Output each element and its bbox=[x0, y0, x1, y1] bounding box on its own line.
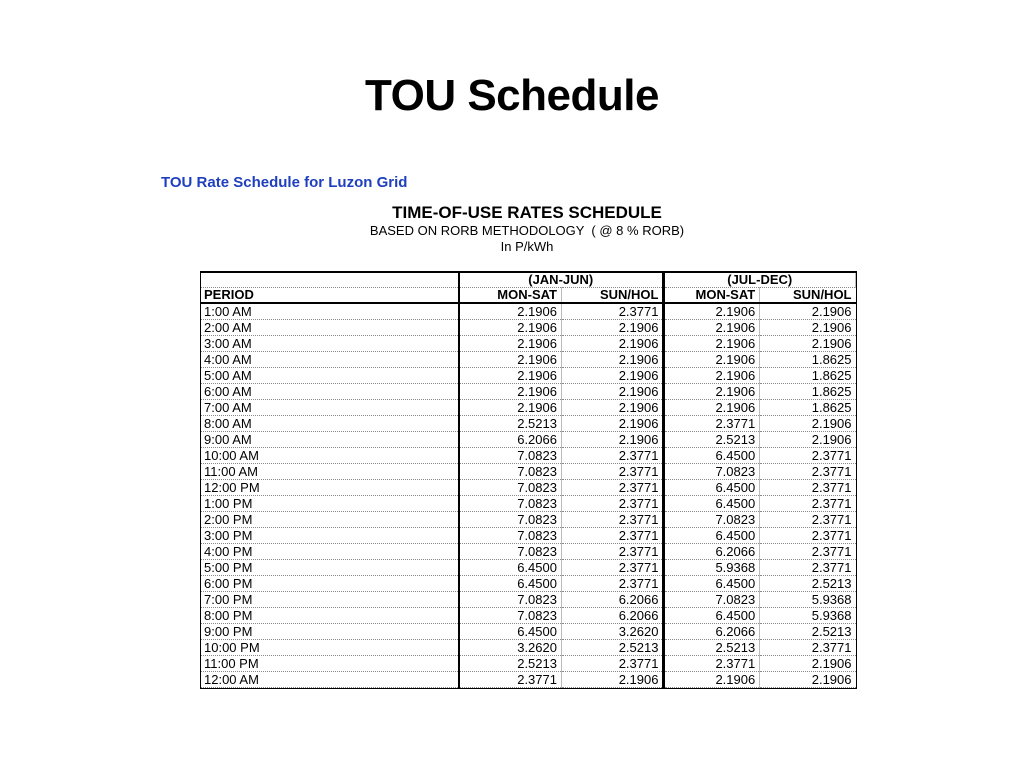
jan-jun-sun-hol-cell: 2.1906 bbox=[561, 352, 663, 368]
group-header-jul-dec: (JUL-DEC) bbox=[664, 273, 856, 288]
jul-dec-sun-hol-cell: 2.5213 bbox=[760, 576, 856, 592]
jul-dec-sun-hol-cell: 2.5213 bbox=[760, 624, 856, 640]
jan-jun-sun-hol-cell: 2.3771 bbox=[561, 496, 663, 512]
rates-table bbox=[200, 271, 857, 689]
period-cell: 11:00 AM bbox=[201, 464, 459, 480]
table-row bbox=[201, 656, 856, 672]
jan-jun-mon-sat-cell: 2.1906 bbox=[459, 336, 561, 352]
table-row bbox=[201, 416, 856, 432]
jan-jun-sun-hol-cell: 2.3771 bbox=[561, 512, 663, 528]
jan-jun-sun-hol-cell: 2.5213 bbox=[561, 640, 663, 656]
jan-jun-mon-sat-cell: 2.5213 bbox=[459, 656, 561, 672]
jul-dec-mon-sat-cell: 6.2066 bbox=[664, 624, 760, 640]
jul-dec-mon-sat-cell: 6.4500 bbox=[664, 480, 760, 496]
jan-jun-mon-sat-cell: 7.0823 bbox=[459, 592, 561, 608]
jan-jun-sun-hol-cell: 6.2066 bbox=[561, 608, 663, 624]
jul-dec-mon-sat-cell: 2.1906 bbox=[664, 384, 760, 400]
jan-jun-sun-hol-cell: 2.3771 bbox=[561, 464, 663, 480]
jan-jun-mon-sat-cell: 7.0823 bbox=[459, 496, 561, 512]
jan-jun-mon-sat-cell: 2.1906 bbox=[459, 384, 561, 400]
jul-dec-sun-hol-cell: 2.3771 bbox=[760, 496, 856, 512]
jul-dec-sun-hol-cell: 2.1906 bbox=[760, 303, 856, 320]
jul-dec-mon-sat-cell: 5.9368 bbox=[664, 560, 760, 576]
jul-dec-mon-sat-cell: 7.0823 bbox=[664, 592, 760, 608]
jan-jun-sun-hol-cell: 2.1906 bbox=[561, 368, 663, 384]
jan-jun-sun-hol-cell: 2.3771 bbox=[561, 576, 663, 592]
period-cell: 1:00 AM bbox=[201, 303, 459, 320]
table-row bbox=[201, 496, 856, 512]
jan-jun-sun-hol-cell: 2.3771 bbox=[561, 544, 663, 560]
jul-dec-sun-hol-cell: 2.3771 bbox=[760, 560, 856, 576]
jan-jun-mon-sat-cell: 6.2066 bbox=[459, 432, 561, 448]
jan-jun-mon-sat-cell: 2.1906 bbox=[459, 368, 561, 384]
period-cell: 9:00 PM bbox=[201, 624, 459, 640]
jul-dec-sun-hol-cell: 2.3771 bbox=[760, 480, 856, 496]
table-row bbox=[201, 352, 856, 368]
jan-jun-mon-sat-cell: 3.2620 bbox=[459, 640, 561, 656]
period-cell: 6:00 PM bbox=[201, 576, 459, 592]
jul-dec-mon-sat-cell: 2.5213 bbox=[664, 432, 760, 448]
jan-jun-sun-hol-cell: 6.2066 bbox=[561, 592, 663, 608]
jan-jun-sun-hol-cell: 2.1906 bbox=[561, 400, 663, 416]
jul-dec-mon-sat-cell: 2.5213 bbox=[664, 640, 760, 656]
jan-jun-sun-hol-cell: 2.1906 bbox=[561, 320, 663, 336]
rates-table-grid bbox=[201, 273, 856, 688]
jul-dec-sun-hol-cell: 5.9368 bbox=[760, 592, 856, 608]
period-cell: 8:00 PM bbox=[201, 608, 459, 624]
period-cell: 4:00 AM bbox=[201, 352, 459, 368]
jul-dec-mon-sat-cell: 2.1906 bbox=[664, 400, 760, 416]
jan-jun-mon-sat-cell: 7.0823 bbox=[459, 480, 561, 496]
jan-jun-mon-sat-cell: 7.0823 bbox=[459, 528, 561, 544]
jan-jun-mon-sat-cell: 7.0823 bbox=[459, 544, 561, 560]
jan-jun-mon-sat-cell: 2.1906 bbox=[459, 303, 561, 320]
jan-jun-mon-sat-cell: 7.0823 bbox=[459, 608, 561, 624]
period-cell: 12:00 PM bbox=[201, 480, 459, 496]
jul-dec-mon-sat-cell: 2.1906 bbox=[664, 672, 760, 688]
jul-dec-sun-hol-cell: 2.3771 bbox=[760, 448, 856, 464]
jul-dec-sun-hol-cell: 1.8625 bbox=[760, 400, 856, 416]
jul-dec-mon-sat-cell: 6.4500 bbox=[664, 528, 760, 544]
jul-dec-sun-hol-cell: 2.1906 bbox=[760, 672, 856, 688]
table-row bbox=[201, 368, 856, 384]
rate-rows bbox=[201, 303, 856, 688]
jul-dec-sun-hol-cell: 2.3771 bbox=[760, 464, 856, 480]
table-row bbox=[201, 608, 856, 624]
period-cell: 4:00 PM bbox=[201, 544, 459, 560]
jul-dec-sun-hol-cell: 2.1906 bbox=[760, 656, 856, 672]
jul-dec-sun-hol-cell: 2.1906 bbox=[760, 336, 856, 352]
jan-jun-mon-sat-cell: 2.3771 bbox=[459, 672, 561, 688]
jul-dec-sun-hol-cell: 2.3771 bbox=[760, 512, 856, 528]
table-row bbox=[201, 576, 856, 592]
jan-jun-mon-sat-cell: 7.0823 bbox=[459, 464, 561, 480]
table-row bbox=[201, 448, 856, 464]
jul-dec-mon-sat-cell: 2.3771 bbox=[664, 656, 760, 672]
period-cell: 2:00 PM bbox=[201, 512, 459, 528]
period-cell: 7:00 PM bbox=[201, 592, 459, 608]
period-cell: 2:00 AM bbox=[201, 320, 459, 336]
group-header-row bbox=[201, 273, 856, 288]
table-row bbox=[201, 400, 856, 416]
schedule-unit: In P/kWh bbox=[500, 239, 554, 254]
jul-dec-mon-sat-cell: 2.1906 bbox=[664, 336, 760, 352]
table-row bbox=[201, 464, 856, 480]
column-header-jan-jun-sun-hol: SUN/HOL bbox=[561, 288, 663, 304]
jan-jun-sun-hol-cell: 3.2620 bbox=[561, 624, 663, 640]
jan-jun-sun-hol-cell: 2.3771 bbox=[561, 480, 663, 496]
jul-dec-mon-sat-cell: 2.1906 bbox=[664, 352, 760, 368]
period-cell: 9:00 AM bbox=[201, 432, 459, 448]
table-row bbox=[201, 384, 856, 400]
group-header-blank bbox=[201, 273, 459, 288]
jan-jun-sun-hol-cell: 2.1906 bbox=[561, 432, 663, 448]
jul-dec-sun-hol-cell: 1.8625 bbox=[760, 352, 856, 368]
table-row bbox=[201, 336, 856, 352]
period-cell: 6:00 AM bbox=[201, 384, 459, 400]
jan-jun-mon-sat-cell: 6.4500 bbox=[459, 560, 561, 576]
table-row bbox=[201, 592, 856, 608]
table-row bbox=[201, 624, 856, 640]
table-row bbox=[201, 320, 856, 336]
jan-jun-sun-hol-cell: 2.1906 bbox=[561, 416, 663, 432]
table-row bbox=[201, 528, 856, 544]
schedule-heading: TIME-OF-USE RATES SCHEDULE bbox=[392, 203, 662, 222]
jan-jun-mon-sat-cell: 2.1906 bbox=[459, 400, 561, 416]
table-row bbox=[201, 560, 856, 576]
jul-dec-mon-sat-cell: 7.0823 bbox=[664, 512, 760, 528]
jul-dec-sun-hol-cell: 2.1906 bbox=[760, 416, 856, 432]
column-header-period: PERIOD bbox=[201, 288, 459, 304]
jul-dec-mon-sat-cell: 2.1906 bbox=[664, 303, 760, 320]
jul-dec-mon-sat-cell: 6.4500 bbox=[664, 448, 760, 464]
group-header-jan-jun: (JAN-JUN) bbox=[459, 273, 664, 288]
table-row bbox=[201, 512, 856, 528]
table-row bbox=[201, 544, 856, 560]
jan-jun-sun-hol-cell: 2.3771 bbox=[561, 303, 663, 320]
jan-jun-mon-sat-cell: 7.0823 bbox=[459, 512, 561, 528]
jan-jun-mon-sat-cell: 2.5213 bbox=[459, 416, 561, 432]
jul-dec-mon-sat-cell: 2.1906 bbox=[664, 320, 760, 336]
schedule-methodology: BASED ON RORB METHODOLOGY ( @ 8 % RORB) bbox=[369, 223, 685, 238]
period-cell: 11:00 PM bbox=[201, 656, 459, 672]
jan-jun-sun-hol-cell: 2.1906 bbox=[561, 384, 663, 400]
jan-jun-sun-hol-cell: 2.1906 bbox=[561, 672, 663, 688]
jul-dec-mon-sat-cell: 6.4500 bbox=[664, 576, 760, 592]
period-cell: 5:00 PM bbox=[201, 560, 459, 576]
table-row bbox=[201, 303, 856, 320]
jul-dec-sun-hol-cell: 2.1906 bbox=[760, 320, 856, 336]
jul-dec-sun-hol-cell: 1.8625 bbox=[760, 368, 856, 384]
period-cell: 10:00 AM bbox=[201, 448, 459, 464]
jan-jun-mon-sat-cell: 2.1906 bbox=[459, 320, 561, 336]
jan-jun-sun-hol-cell: 2.3771 bbox=[561, 528, 663, 544]
table-row bbox=[201, 480, 856, 496]
jan-jun-sun-hol-cell: 2.3771 bbox=[561, 656, 663, 672]
jul-dec-sun-hol-cell: 2.3771 bbox=[760, 640, 856, 656]
column-header-jul-dec-sun-hol: SUN/HOL bbox=[760, 288, 856, 304]
slide-title: TOU Schedule bbox=[365, 71, 659, 120]
period-cell: 1:00 PM bbox=[201, 496, 459, 512]
schedule-caption: TOU Rate Schedule for Luzon Grid bbox=[161, 174, 408, 191]
jul-dec-sun-hol-cell: 1.8625 bbox=[760, 384, 856, 400]
period-cell: 3:00 PM bbox=[201, 528, 459, 544]
column-header-row bbox=[201, 288, 856, 304]
schedule-subheading bbox=[200, 223, 854, 255]
period-cell: 10:00 PM bbox=[201, 640, 459, 656]
column-header-jul-dec-mon-sat: MON-SAT bbox=[664, 288, 760, 304]
period-cell: 7:00 AM bbox=[201, 400, 459, 416]
period-cell: 8:00 AM bbox=[201, 416, 459, 432]
jul-dec-sun-hol-cell: 5.9368 bbox=[760, 608, 856, 624]
table-row bbox=[201, 640, 856, 656]
period-cell: 5:00 AM bbox=[201, 368, 459, 384]
jul-dec-mon-sat-cell: 7.0823 bbox=[664, 464, 760, 480]
jan-jun-mon-sat-cell: 6.4500 bbox=[459, 624, 561, 640]
jan-jun-mon-sat-cell: 7.0823 bbox=[459, 448, 561, 464]
column-header-jan-jun-mon-sat: MON-SAT bbox=[459, 288, 561, 304]
jul-dec-mon-sat-cell: 6.2066 bbox=[664, 544, 760, 560]
jan-jun-sun-hol-cell: 2.3771 bbox=[561, 448, 663, 464]
jan-jun-mon-sat-cell: 6.4500 bbox=[459, 576, 561, 592]
period-cell: 12:00 AM bbox=[201, 672, 459, 688]
jul-dec-sun-hol-cell: 2.3771 bbox=[760, 544, 856, 560]
jan-jun-mon-sat-cell: 2.1906 bbox=[459, 352, 561, 368]
jul-dec-mon-sat-cell: 6.4500 bbox=[664, 496, 760, 512]
jan-jun-sun-hol-cell: 2.3771 bbox=[561, 560, 663, 576]
table-row bbox=[201, 672, 856, 688]
jul-dec-sun-hol-cell: 2.1906 bbox=[760, 432, 856, 448]
jul-dec-sun-hol-cell: 2.3771 bbox=[760, 528, 856, 544]
jul-dec-mon-sat-cell: 6.4500 bbox=[664, 608, 760, 624]
jul-dec-mon-sat-cell: 2.3771 bbox=[664, 416, 760, 432]
table-row bbox=[201, 432, 856, 448]
period-cell: 3:00 AM bbox=[201, 336, 459, 352]
jul-dec-mon-sat-cell: 2.1906 bbox=[664, 368, 760, 384]
jan-jun-sun-hol-cell: 2.1906 bbox=[561, 336, 663, 352]
